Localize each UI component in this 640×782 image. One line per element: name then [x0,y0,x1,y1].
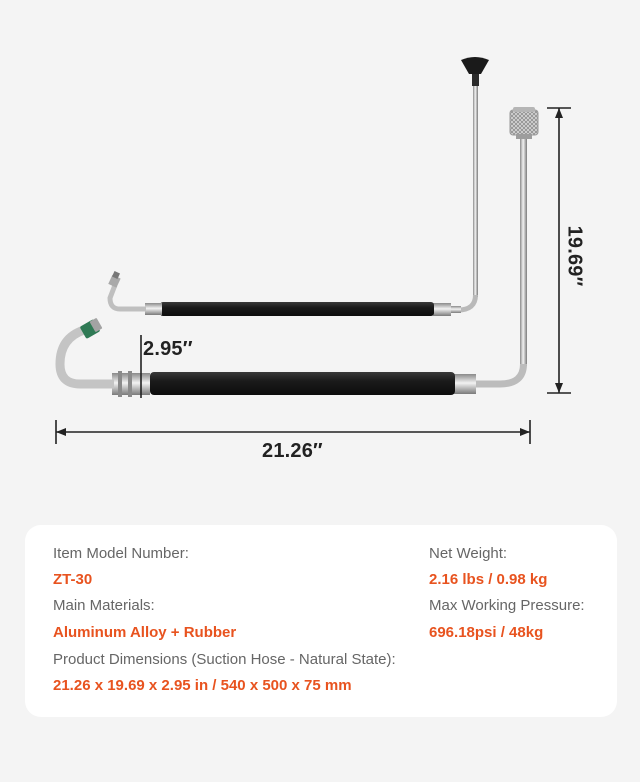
lower-rod [520,136,527,366]
pressure-label: Max Working Pressure: [429,597,585,614]
model-value: ZT-30 [53,571,93,588]
upper-black-hose [160,302,434,316]
lower-black-hose [150,372,455,395]
valve-tip-icon [108,271,120,288]
height-dimension-label: 19.69″ [563,225,586,287]
lower-hose [60,107,538,397]
lower-rod-bend [476,364,524,384]
weight-label: Net Weight: [429,545,508,562]
width-dimension-label: 21.26″ [262,440,323,462]
model-label: Item Model Number: [53,545,189,562]
pressure-value: 696.18psi / 48kg [429,624,544,641]
materials-value: Aluminum Alloy + Rubber [53,624,237,641]
dimensions-label: Product Dimensions (Suction Hose - Natural State): [53,651,396,668]
upper-rod [473,82,478,297]
strainer-icon [510,107,538,139]
knob-icon [461,57,489,86]
materials-label: Main Materials: [53,597,155,614]
green-coupler-icon [80,318,103,339]
dimensions-value: 21.26 x 19.69 x 2.95 in / 540 x 500 x 75 mm [53,677,352,694]
depth-dimension-label: 2.95′′ [143,338,193,360]
upper-hose-tip [110,285,146,309]
weight-value: 2.16 lbs / 0.98 kg [429,571,548,588]
upper-hose [108,57,489,316]
spec-card [25,525,617,717]
